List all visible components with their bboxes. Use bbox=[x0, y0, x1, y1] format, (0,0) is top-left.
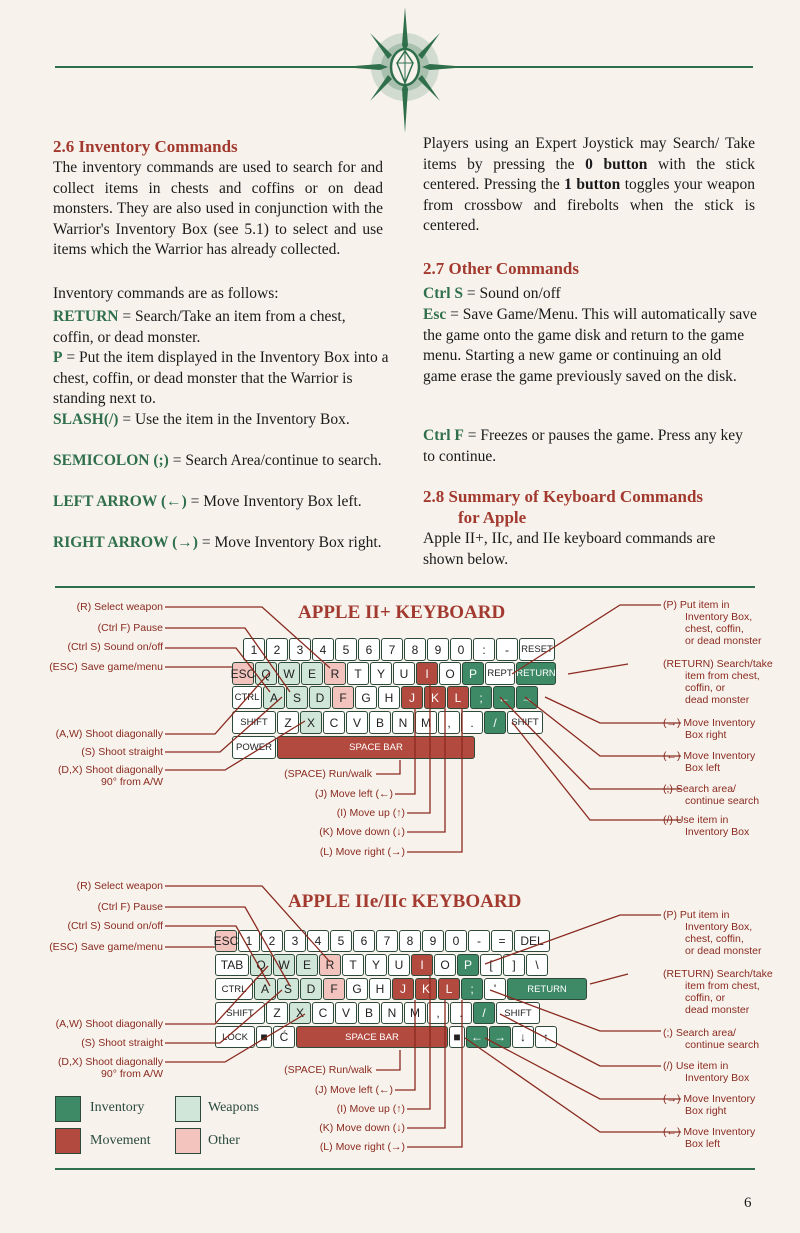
kb1-left-label: (R) Select weapon bbox=[76, 601, 163, 613]
legend-label-inventory: Inventory bbox=[90, 1100, 145, 1115]
key: RETURN bbox=[516, 662, 556, 685]
key: SHIFT bbox=[215, 1002, 265, 1024]
cmd-desc: = Freezes or pauses the game. Press any key to continue. bbox=[423, 427, 743, 465]
key: P bbox=[457, 954, 479, 976]
kb2-left-label: 90° from A/W bbox=[101, 1068, 163, 1080]
kb1-right-label: chest, coffin, bbox=[685, 623, 744, 635]
key: POWER bbox=[232, 736, 276, 759]
key: O bbox=[434, 954, 456, 976]
key: Z bbox=[266, 1002, 288, 1024]
cmd-p bbox=[53, 348, 393, 410]
key: Z bbox=[277, 711, 299, 734]
legend-swatch-inventory bbox=[55, 1096, 81, 1122]
key: I bbox=[416, 662, 438, 685]
key: ← bbox=[493, 686, 515, 709]
key: C bbox=[312, 1002, 334, 1024]
key: D bbox=[300, 978, 322, 1000]
key: 6 bbox=[353, 930, 375, 952]
kb2-right-label: Box right bbox=[685, 1105, 727, 1117]
key: M bbox=[404, 1002, 426, 1024]
kb2-right-label: dead monster bbox=[685, 1004, 750, 1016]
cmd-right-arrow bbox=[53, 533, 388, 554]
kb1-right-label: Box right bbox=[685, 729, 727, 741]
key: N bbox=[381, 1002, 403, 1024]
kb1-left-label: (Ctrl F) Pause bbox=[97, 622, 163, 634]
kb2-right-label: coffin, or bbox=[685, 992, 726, 1004]
key: ; bbox=[470, 686, 492, 709]
key: N bbox=[392, 711, 414, 734]
kb1-left-label: (Ctrl S) Sound on/off bbox=[67, 641, 163, 653]
key: Q bbox=[255, 662, 277, 685]
key: 3 bbox=[284, 930, 306, 952]
cmd-desc: = Search Area/continue to search. bbox=[168, 452, 382, 469]
kb1-title: APPLE II+ KEYBOARD bbox=[298, 602, 506, 623]
cmd-semicolon bbox=[53, 451, 388, 472]
joystick-button-1: 1 button bbox=[564, 176, 621, 193]
key: 5 bbox=[335, 638, 357, 661]
kb1-left-label: (ESC) Save game/menu bbox=[49, 661, 163, 673]
key: : bbox=[473, 638, 495, 661]
cmd-desc: = Save Game/Menu. This will automatically save the game onto the game disk and return to the game menu. Starting a new game or continuing an old game erase the game previously saved on the disk. bbox=[423, 306, 757, 385]
legend-label-weapons: Weapons bbox=[208, 1100, 259, 1115]
cmd-key: LEFT ARROW (←) bbox=[53, 493, 187, 510]
key: G bbox=[346, 978, 368, 1000]
key: 8 bbox=[399, 930, 421, 952]
key: W bbox=[273, 954, 295, 976]
key: REPT bbox=[485, 662, 515, 685]
kb1-right-label: Box left bbox=[685, 762, 721, 774]
cmd-esc bbox=[423, 305, 758, 387]
joystick-button-0: 0 button bbox=[585, 155, 648, 173]
key: S bbox=[286, 686, 308, 709]
joystick-paragraph bbox=[423, 134, 755, 237]
key: 1 bbox=[238, 930, 260, 952]
key: RETURN bbox=[507, 978, 587, 1000]
key: 7 bbox=[376, 930, 398, 952]
key: ; bbox=[461, 978, 483, 1000]
key: M bbox=[415, 711, 437, 734]
kb1-right-label: coffin, or bbox=[685, 682, 726, 694]
kb2-bottom-label: (SPACE) Run/walk bbox=[284, 1064, 372, 1076]
key: H bbox=[369, 978, 391, 1000]
kb1-right-label: (;) Search area/ bbox=[663, 783, 736, 795]
key: K bbox=[415, 978, 437, 1000]
section-2-7-heading: 2.7 Other Commands bbox=[423, 259, 579, 278]
key: - bbox=[468, 930, 490, 952]
key: ' bbox=[484, 978, 506, 1000]
kb1-right-label: (/) Use item in bbox=[663, 814, 729, 826]
key: E bbox=[301, 662, 323, 685]
kb2-right-label: (/) Use item in bbox=[663, 1060, 729, 1072]
kb2-right-label: Inventory Box bbox=[685, 1072, 750, 1084]
kb2-left-label: (D,X) Shoot diagonally bbox=[57, 1056, 163, 1068]
kb1-bottom-label: (SPACE) Run/walk bbox=[284, 768, 372, 780]
key: S bbox=[277, 978, 299, 1000]
key: 2 bbox=[266, 638, 288, 661]
kb2-leader bbox=[376, 1050, 400, 1070]
key: [ bbox=[480, 954, 502, 976]
section-2-8-heading-line2: for Apple bbox=[458, 508, 527, 527]
kb1-right-label: (RETURN) Search/take bbox=[663, 658, 773, 670]
key: → bbox=[516, 686, 538, 709]
key: CTRL bbox=[215, 978, 253, 1000]
kb1-left-label: (S) Shoot straight bbox=[81, 746, 163, 758]
key: ↑ bbox=[535, 1026, 557, 1048]
legend-label-other: Other bbox=[208, 1133, 240, 1148]
key: ESC bbox=[232, 662, 254, 685]
key: J bbox=[401, 686, 423, 709]
key: Y bbox=[370, 662, 392, 685]
cmd-left-arrow bbox=[53, 492, 388, 513]
key: E bbox=[296, 954, 318, 976]
key: SHIFT bbox=[496, 1002, 540, 1024]
key: 3 bbox=[289, 638, 311, 661]
kb2-leader bbox=[590, 974, 628, 984]
kb1-right-label: or dead monster bbox=[685, 635, 762, 647]
cmd-key: RIGHT ARROW (→) bbox=[53, 534, 198, 551]
kb2-right-label: (←) Move Inventory bbox=[663, 1126, 756, 1138]
kb1-right-label: continue search bbox=[685, 795, 760, 807]
section-2-6-heading: 2.6 Inventory Commands bbox=[53, 137, 238, 156]
key: SPACE BAR bbox=[277, 736, 475, 759]
key: X bbox=[300, 711, 322, 734]
kb1-leader bbox=[545, 697, 681, 723]
key: 9 bbox=[427, 638, 449, 661]
key: B bbox=[369, 711, 391, 734]
cmd-key: Ctrl F bbox=[423, 427, 464, 444]
key: G bbox=[355, 686, 377, 709]
kb1-right-label: (→) Move Inventory bbox=[663, 717, 756, 729]
key: LOCK bbox=[215, 1026, 255, 1048]
key: . bbox=[450, 1002, 472, 1024]
kb2-right-label: chest, coffin, bbox=[685, 933, 744, 945]
cmd-ctrl-s bbox=[423, 284, 758, 305]
key: U bbox=[393, 662, 415, 685]
kb2-right-label: Inventory Box, bbox=[685, 921, 753, 933]
kb2-right-label: item from chest, bbox=[685, 980, 760, 992]
key: - bbox=[496, 638, 518, 661]
key: 0 bbox=[445, 930, 467, 952]
key: H bbox=[378, 686, 400, 709]
kb1-right-label: dead monster bbox=[685, 694, 750, 706]
key: J bbox=[392, 978, 414, 1000]
joystick-text-1: Players using an Expert Joystick may Search/ Take items by pressing the bbox=[423, 135, 755, 173]
cmd-desc: = Search/Take an item from a chest, coffin, or dead monster. bbox=[53, 308, 346, 346]
cmd-desc: = Move Inventory Box left. bbox=[186, 493, 362, 510]
cmd-desc: = Move Inventory Box right. bbox=[197, 534, 382, 551]
key: 8 bbox=[404, 638, 426, 661]
kb1-right-label: Inventory Box, bbox=[685, 611, 753, 623]
kb2-left-label: (R) Select weapon bbox=[76, 880, 163, 892]
cmd-return bbox=[53, 307, 388, 348]
kb1-bottom-label: (J) Move left (←) bbox=[314, 788, 393, 800]
cmd-ctrl-f bbox=[423, 426, 758, 467]
key: 4 bbox=[312, 638, 334, 661]
key: 2 bbox=[261, 930, 283, 952]
key: TAB bbox=[215, 954, 249, 976]
key: 5 bbox=[330, 930, 352, 952]
top-rule-left bbox=[55, 66, 355, 68]
key: 9 bbox=[422, 930, 444, 952]
key: SHIFT bbox=[232, 711, 276, 734]
kb2-right-label: (RETURN) Search/take bbox=[663, 968, 773, 980]
key: L bbox=[447, 686, 469, 709]
key: A bbox=[263, 686, 285, 709]
page-number: 6 bbox=[744, 1195, 752, 1211]
legend-swatch-weapons bbox=[175, 1096, 201, 1122]
kb1-right-label: item from chest, bbox=[685, 670, 760, 682]
cmd-key: RETURN bbox=[53, 308, 119, 325]
kb1-right-label: (←) Move Inventory bbox=[663, 750, 756, 762]
key: T bbox=[347, 662, 369, 685]
key: V bbox=[335, 1002, 357, 1024]
key: ↓ bbox=[512, 1026, 534, 1048]
kb1-bottom-label: (L) Move right (→) bbox=[319, 846, 405, 858]
key: , bbox=[438, 711, 460, 734]
legend-label-movement: Movement bbox=[90, 1133, 151, 1148]
kb2-left-label: (Ctrl F) Pause bbox=[97, 901, 163, 913]
kb2-left-label: (ESC) Save game/menu bbox=[49, 941, 163, 953]
key: SPACE BAR bbox=[296, 1026, 448, 1048]
kb2-bottom-label: (K) Move down (↓) bbox=[319, 1122, 405, 1134]
cmd-key: SEMICOLON (;) bbox=[53, 452, 169, 469]
kb2-right-label: continue search bbox=[685, 1039, 760, 1051]
joystick-text-3: toggles your weapon from crossbow and firebolts when the stick is centered. bbox=[423, 176, 755, 234]
key: DEL bbox=[514, 930, 550, 952]
key: I bbox=[411, 954, 433, 976]
key: = bbox=[491, 930, 513, 952]
cmd-key: Ctrl S bbox=[423, 285, 464, 302]
kb2-right-label: (→) Move Inventory bbox=[663, 1093, 756, 1105]
kb1-left-label: 90° from A/W bbox=[101, 776, 163, 788]
cmd-key: Esc bbox=[423, 306, 447, 323]
cmd-desc: = Sound on/off bbox=[463, 285, 561, 302]
key: K bbox=[424, 686, 446, 709]
key: P bbox=[462, 662, 484, 685]
kb2-left-label: (S) Shoot straight bbox=[81, 1037, 163, 1049]
kb2-left-label: (A,W) Shoot diagonally bbox=[55, 1018, 163, 1030]
section-2-6-lead: Inventory commands are as follows: bbox=[53, 285, 279, 302]
key: D bbox=[309, 686, 331, 709]
key: → bbox=[489, 1026, 511, 1048]
kb2-bottom-label: (L) Move right (→) bbox=[319, 1141, 405, 1153]
section-2-6-intro: The inventory commands are used to search for and collect items in chests and coffins or on dead monsters. They are also used in conjunction with the Warrior's Inventory Box (see 5.1) to select and use items which the Warrior has already collected. bbox=[53, 159, 383, 258]
key: CTRL bbox=[232, 686, 262, 709]
kb2-right-label: (P) Put item in bbox=[663, 909, 730, 921]
kb2-bottom-label: (J) Move left (←) bbox=[314, 1084, 393, 1096]
key: C bbox=[323, 711, 345, 734]
key: SHIFT bbox=[507, 711, 543, 734]
key: / bbox=[484, 711, 506, 734]
key: RESET bbox=[519, 638, 555, 661]
kb1-bottom-label: (I) Move up (↑) bbox=[336, 807, 405, 819]
cmd-desc: = Put the item displayed in the Inventory Box into a chest, coffin, or dead monster that the Warrior is standing next to. bbox=[53, 349, 389, 407]
key: F bbox=[332, 686, 354, 709]
key: Y bbox=[365, 954, 387, 976]
cmd-key: P bbox=[53, 349, 63, 366]
key: , bbox=[427, 1002, 449, 1024]
legend-swatch-movement bbox=[55, 1128, 81, 1154]
kb2-leader bbox=[465, 1038, 681, 1132]
kb1-right-label: Inventory Box bbox=[685, 826, 750, 838]
cmd-key: SLASH(/) bbox=[53, 411, 119, 428]
section-2-8-heading-line1: 2.8 Summary of Keyboard Commands bbox=[423, 487, 704, 506]
kb2-title: APPLE IIe/IIc KEYBOARD bbox=[288, 891, 522, 912]
key: . bbox=[461, 711, 483, 734]
top-rule-right bbox=[455, 66, 753, 68]
gem-ornament-icon bbox=[330, 5, 480, 140]
joystick-text-2: with the stick centered. Pressing the bbox=[423, 155, 755, 193]
key: 4 bbox=[307, 930, 329, 952]
key: W bbox=[278, 662, 300, 685]
bottom-rule bbox=[55, 1168, 755, 1170]
section-2-8-body: Apple II+, IIc, and IIe keyboard commands are shown below. bbox=[423, 530, 716, 568]
key: V bbox=[346, 711, 368, 734]
legend-swatch-other bbox=[175, 1128, 201, 1154]
key: 7 bbox=[381, 638, 403, 661]
key: ] bbox=[503, 954, 525, 976]
kb1-leader bbox=[512, 722, 681, 820]
key: ESC bbox=[215, 930, 237, 952]
key: R bbox=[324, 662, 346, 685]
kb1-left-label: (A,W) Shoot diagonally bbox=[55, 728, 163, 740]
key: B bbox=[358, 1002, 380, 1024]
key: U bbox=[388, 954, 410, 976]
key: / bbox=[473, 1002, 495, 1024]
mid-rule bbox=[55, 586, 755, 588]
kb1-leader bbox=[376, 760, 400, 774]
key: A bbox=[254, 978, 276, 1000]
key: 6 bbox=[358, 638, 380, 661]
key: ← bbox=[466, 1026, 488, 1048]
kb2-right-label: (;) Search area/ bbox=[663, 1027, 736, 1039]
cmd-desc: = Use the item in the Inventory Box. bbox=[118, 411, 350, 428]
key: 1 bbox=[243, 638, 265, 661]
cmd-slash bbox=[53, 410, 388, 431]
kb1-leader bbox=[525, 697, 681, 756]
key: T bbox=[342, 954, 364, 976]
key: Ć bbox=[273, 1026, 295, 1048]
kb2-bottom-label: (I) Move up (↑) bbox=[336, 1103, 405, 1115]
key: F bbox=[323, 978, 345, 1000]
kb2-right-label: Box left bbox=[685, 1138, 721, 1150]
kb1-leader bbox=[568, 664, 628, 674]
key: ■ bbox=[256, 1026, 272, 1048]
key: Q bbox=[250, 954, 272, 976]
kb2-left-label: (Ctrl S) Sound on/off bbox=[67, 920, 163, 932]
key: O bbox=[439, 662, 461, 685]
key: R bbox=[319, 954, 341, 976]
key: L bbox=[438, 978, 460, 1000]
kb2-right-label: or dead monster bbox=[685, 945, 762, 957]
kb1-bottom-label: (K) Move down (↓) bbox=[319, 826, 405, 838]
key: ■ bbox=[449, 1026, 465, 1048]
kb1-left-label: (D,X) Shoot diagonally bbox=[57, 764, 163, 776]
key: X bbox=[289, 1002, 311, 1024]
key: 0 bbox=[450, 638, 472, 661]
key: \ bbox=[526, 954, 548, 976]
kb1-right-label: (P) Put item in bbox=[663, 599, 730, 611]
